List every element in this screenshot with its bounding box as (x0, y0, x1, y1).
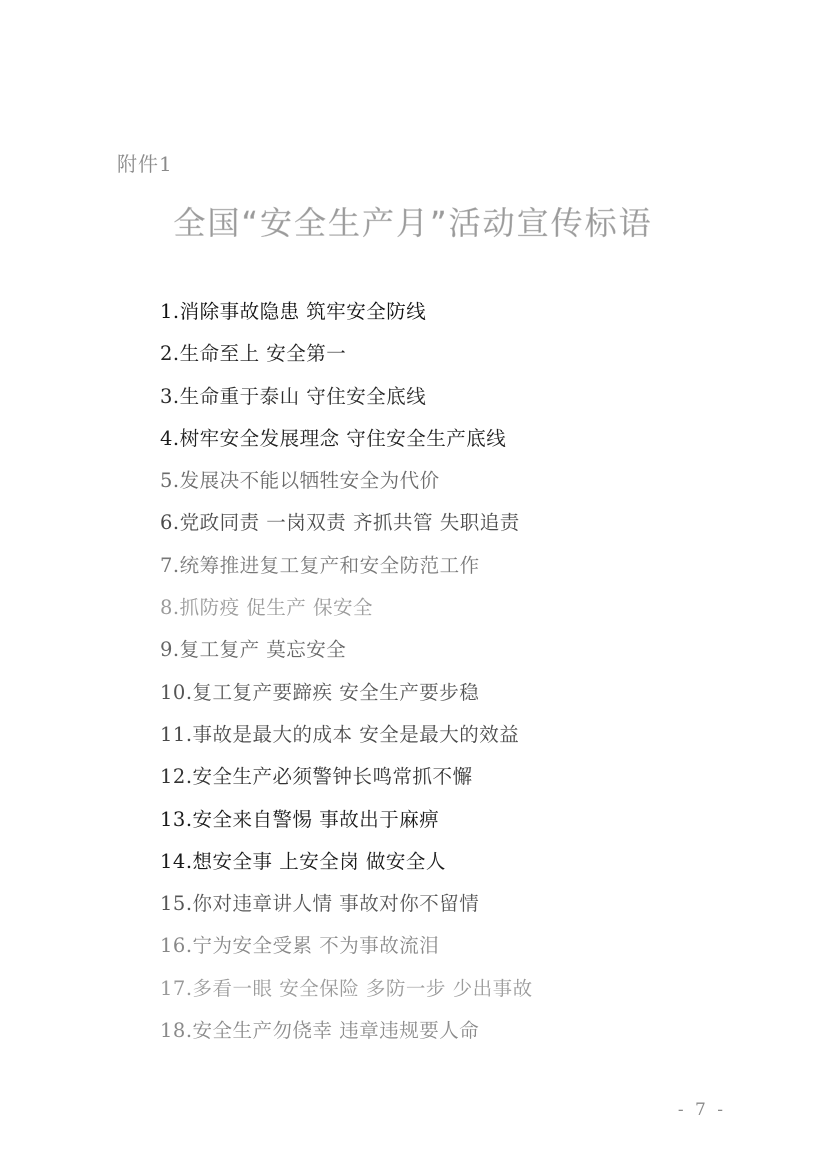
slogan-item: 14.想安全事 上安全岗 做安全人 (160, 849, 446, 873)
slogan-item: 5.发展决不能以牺牲安全为代价 (160, 469, 440, 493)
slogan-item: 4.树牢安全发展理念 守住安全生产底线 (160, 426, 507, 450)
slogan-item: 10.复工复产要蹄疾 安全生产要步稳 (160, 680, 480, 704)
slogan-item: 11.事故是最大的成本 安全是最大的效益 (160, 722, 520, 746)
page-number: - 7 - (677, 1100, 726, 1120)
slogan-item: 9.复工复产 莫忘安全 (160, 638, 347, 662)
slogan-item: 12.安全生产必须警钟长鸣常抓不懈 (160, 765, 473, 789)
slogan-item: 8.抓防疫 促生产 保安全 (160, 596, 374, 620)
slogan-item: 1.消除事故隐患 筑牢安全防线 (160, 300, 427, 323)
slogan-item: 13.安全来自警惕 事故出于麻痹 (160, 807, 440, 831)
slogan-list (160, 296, 760, 1057)
slogan-item: 6.党政同责 一岗双责 齐抓共管 失职追责 (160, 511, 520, 535)
slogan-item: 18.安全生产勿侥幸 违章违规要人命 (160, 1019, 480, 1043)
slogan-item: 7.统筹推进复工复产和安全防范工作 (160, 553, 480, 577)
slogan-item: 16.宁为安全受累 不为事故流泪 (160, 934, 440, 958)
slogan-item: 3.生命重于泰山 守住安全底线 (160, 384, 427, 408)
document-title: 全国“安全生产月”活动宣传标语 (173, 204, 653, 242)
attachment-label: 附件1 (117, 152, 173, 176)
slogan-item: 2.生命至上 安全第一 (160, 342, 347, 366)
slogan-item: 17.多看一眼 安全保险 多防一步 少出事故 (160, 976, 533, 1000)
slogan-item: 15.你对违章讲人情 事故对你不留情 (160, 892, 480, 916)
